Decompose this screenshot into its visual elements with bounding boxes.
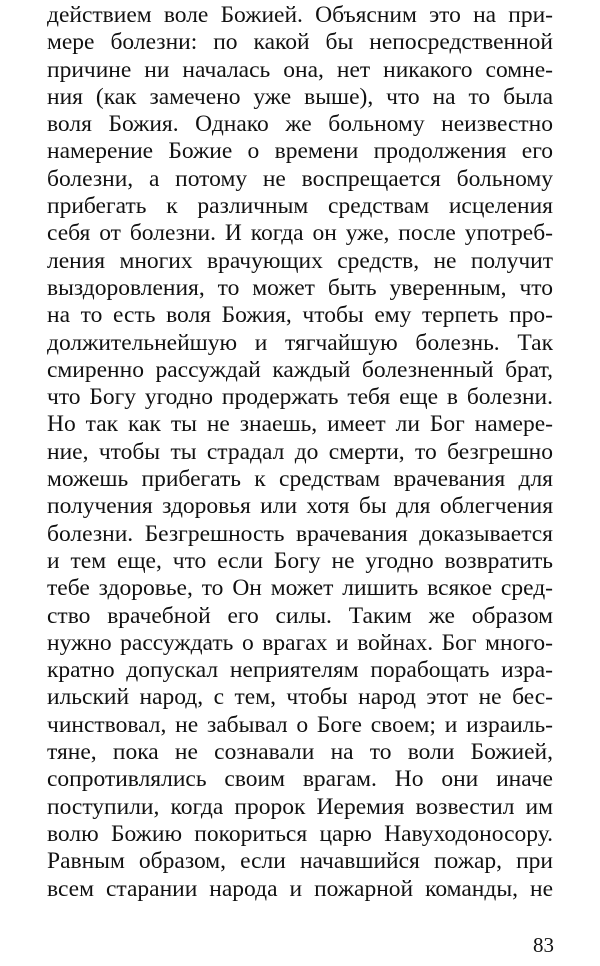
text-line: на то есть воля Божия, чтобы ему терпеть про-	[47, 302, 553, 329]
text-line: ильский народ, с тем, чтобы народ этот не бес-	[47, 684, 553, 711]
text-line: мере болезни: по какой бы непосредственной	[47, 29, 553, 56]
text-line: болезни. Безгрешность врачевания доказывается	[47, 520, 553, 547]
text-line: что Богу угодно продержать тебя еще в болезни.	[47, 384, 553, 411]
text-line: сопротивлялись своим врагам. Но они иначе	[47, 766, 553, 793]
text-line: всем старании народа и пожарной команды, не	[47, 875, 553, 902]
text-line: прибегать к различным средствам исцеления	[47, 193, 553, 220]
text-line: получения здоровья или хотя бы для облегчения	[47, 493, 553, 520]
page-number: 83	[533, 933, 554, 957]
text-line: ние, чтобы ты страдал до смерти, то безгрешно	[47, 438, 553, 465]
text-line: намерение Божие о времени продолжения его	[47, 138, 553, 165]
text-line: причине ни началась она, нет никакого сомне-	[47, 56, 553, 83]
text-line: ство врачебной его силы. Таким же образом	[47, 602, 553, 629]
text-line: выздоровления, то может быть уверенным, что	[47, 274, 553, 301]
text-line: нужно рассуждать о врагах и войнах. Бог много-	[47, 629, 553, 656]
text-line: волю Божию покориться царю Навуходоносору.	[47, 820, 553, 847]
text-line: действием воле Божией. Объясним это на при-	[47, 2, 553, 28]
text-line: ния (как замечено уже выше), что на то была	[47, 83, 553, 110]
text-line: болезни, а потому не воспрещается больному	[47, 165, 553, 192]
text-line: Но так как ты не знаешь, имеет ли Бог намере-	[47, 411, 553, 438]
text-line: и тем еще, что если Богу не угодно возвратить	[47, 547, 553, 574]
text-line: кратно допускал неприятелям порабощать изра-	[47, 657, 553, 684]
text-line: ления многих врачующих средств, не получит	[47, 247, 553, 274]
text-line: можешь прибегать к средствам врачевания для	[47, 466, 553, 493]
text-line: тебе здоровье, то Он может лишить всякое сред-	[47, 575, 553, 602]
text-line: чинствовал, не забывал о Боге своем; и израиль-	[47, 711, 553, 738]
text-line: себя от болезни. И когда он уже, после употреб-	[47, 220, 553, 247]
text-line: тяне, пока не сознавали на то воли Божией,	[47, 739, 553, 766]
text-line: должительнейшую и тягчайшую болезнь. Так	[47, 329, 553, 356]
text-line: поступили, когда пророк Иеремия возвестил им	[47, 793, 553, 820]
body-text	[47, 2, 553, 903]
text-line: смиренно рассуждай каждый болезненный брат,	[47, 356, 553, 383]
text-line: воля Божия. Однако же больному неизвестно	[47, 111, 553, 138]
text-line: Равным образом, если начавшийся пожар, при	[47, 848, 553, 875]
